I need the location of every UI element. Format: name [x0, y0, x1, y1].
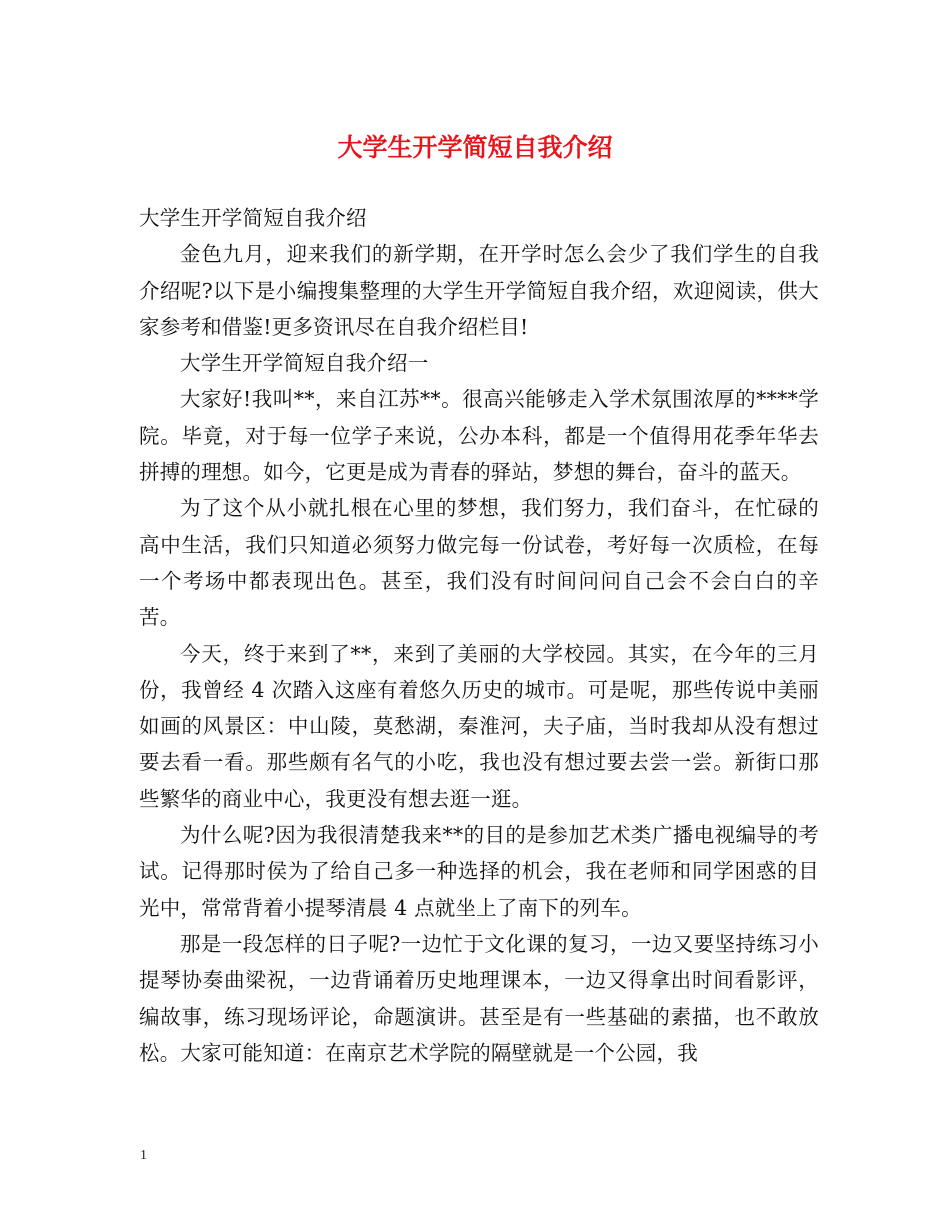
document-title: 大学生开学简短自我介绍: [337, 133, 613, 162]
document-body: [139, 200, 819, 1071]
page-number: 1: [140, 1148, 147, 1163]
paragraph: 金色九月，迎来我们的新学期，在开学时怎么会少了我们学生的自我介绍呢?以下是小编搜集整理的大学生开学简短自我介绍，欢迎阅读，供大家参考和借鉴!更多资讯尽在自我介绍栏目!: [139, 242, 819, 339]
paragraph: 大家好!我叫**，来自江苏**。很高兴能够走入学术氛围浓厚的****学院。毕竟，对于每一位学子来说，公办本科，都是一个值得用花季年华去拼搏的理想。如今，它更是成为青春的驿站，梦想的舞台，奋斗的蓝天。: [139, 387, 819, 485]
paragraph: 为什么呢?因为我很清楚我来**的目的是参加艺术类广播电视编导的考试。记得那时侯为了给自己多一种选择的机会，我在老师和同学困惑的目光中，常常背着小提琴清晨 4 点就坐上了南下的列车。: [139, 823, 819, 920]
subsection-heading: 大学生开学简短自我介绍一: [180, 351, 429, 376]
paragraph: 那是一段怎样的日子呢?一边忙于文化课的复习，一边又要坚持练习小提琴协奏曲梁祝，一边背诵着历史地理课本，一边又得拿出时间看影评，编故事，练习现场评论，命题演讲。甚至是有一些基础的素描，也不敢放松。大家可能知道：在南京艺术学院的隔壁就是一个公园，我: [139, 931, 819, 1065]
section-heading: 大学生开学简短自我介绍: [139, 206, 367, 230]
paragraph: 为了这个从小就扎根在心里的梦想，我们努力，我们奋斗，在忙碌的高中生活，我们只知道必须努力做完每一份试卷，考好每一次质检，在每一个考场中都表现出色。甚至，我们没有时间问问自己会不会白白的辛苦。: [139, 496, 819, 630]
paragraph: 今天，终于来到了**，来到了美丽的大学校园。其实，在今年的三月份，我曾经 4 次踏入这座有着悠久历史的城市。可是呢，那些传说中美丽如画的风景区：中山陵，莫愁湖，秦淮河，夫子庙，当时我却从没有想过要去看一看。那些颇有名气的小吃，我也没有想过要去尝一尝。新街口那些繁华的商业中心，我更没有想去逛一逛。: [139, 641, 819, 811]
